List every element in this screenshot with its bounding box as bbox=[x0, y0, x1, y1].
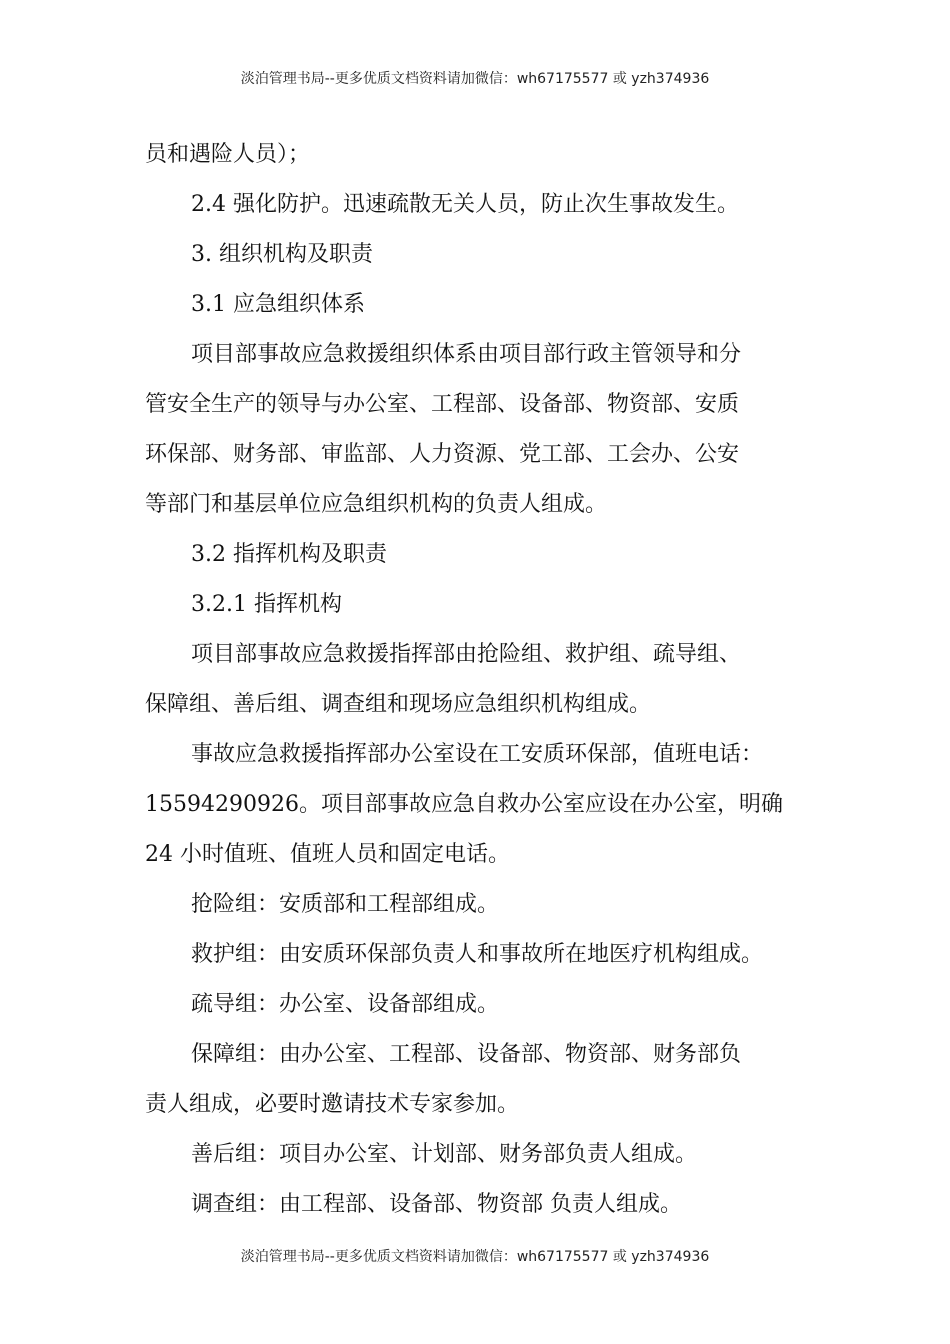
page-header: 淡泊管理书局--更多优质文档资料请加微信：wh67175577 或 yzh374936 bbox=[240, 71, 710, 87]
body-line: 等部门和基层单位应急组织机构的负责人组成。 bbox=[145, 492, 608, 517]
body-line: 项目部事故应急救援指挥部由抢险组、救护组、疏导组、 bbox=[191, 642, 742, 667]
body-line: 24 小时值班、值班人员和固定电话。 bbox=[145, 842, 510, 867]
body-line: 抢险组：安质部和工程部组成。 bbox=[191, 892, 500, 917]
subsection-heading: 3.1 应急组织体系 bbox=[191, 292, 365, 317]
body-line: 管安全生产的领导与办公室、工程部、设备部、物资部、安质 bbox=[145, 392, 740, 417]
body-line: 责人组成，必要时邀请技术专家参加。 bbox=[145, 1092, 520, 1117]
body-line: 救护组：由安质环保部负责人和事故所在地医疗机构组成。 bbox=[191, 942, 764, 967]
page-footer: 淡泊管理书局--更多优质文档资料请加微信：wh67175577 或 yzh374936 bbox=[240, 1249, 710, 1265]
subsection-heading: 3.2.1 指挥机构 bbox=[191, 592, 342, 617]
body-line: 保障组：由办公室、工程部、设备部、物资部、财务部负 bbox=[191, 1042, 742, 1067]
section-heading: 3. 组织机构及职责 bbox=[191, 242, 373, 267]
body-line: 保障组、善后组、调查组和现场应急组织机构组成。 bbox=[145, 692, 652, 717]
body-line: 员和遇险人员）； bbox=[145, 142, 311, 167]
body-line: 疏导组：办公室、设备部组成。 bbox=[191, 992, 500, 1017]
body-line: 事故应急救援指挥部办公室设在工安质环保部，值班电话： bbox=[191, 742, 764, 767]
body-line: 项目部事故应急救援组织体系由项目部行政主管领导和分 bbox=[191, 342, 742, 367]
body-line: 15594290926。项目部事故应急自救办公室应设在办公室，明确 bbox=[145, 792, 783, 817]
body-line: 调查组：由工程部、设备部、物资部 负责人组成。 bbox=[191, 1192, 682, 1217]
subsection-heading: 3.2 指挥机构及职责 bbox=[191, 542, 387, 567]
body-line: 2.4 强化防护。迅速疏散无关人员，防止次生事故发生。 bbox=[191, 192, 739, 217]
body-line: 环保部、财务部、审监部、人力资源、党工部、工会办、公安 bbox=[145, 442, 740, 467]
document-body bbox=[145, 130, 825, 1230]
body-line: 善后组：项目办公室、计划部、财务部负责人组成。 bbox=[191, 1142, 698, 1167]
